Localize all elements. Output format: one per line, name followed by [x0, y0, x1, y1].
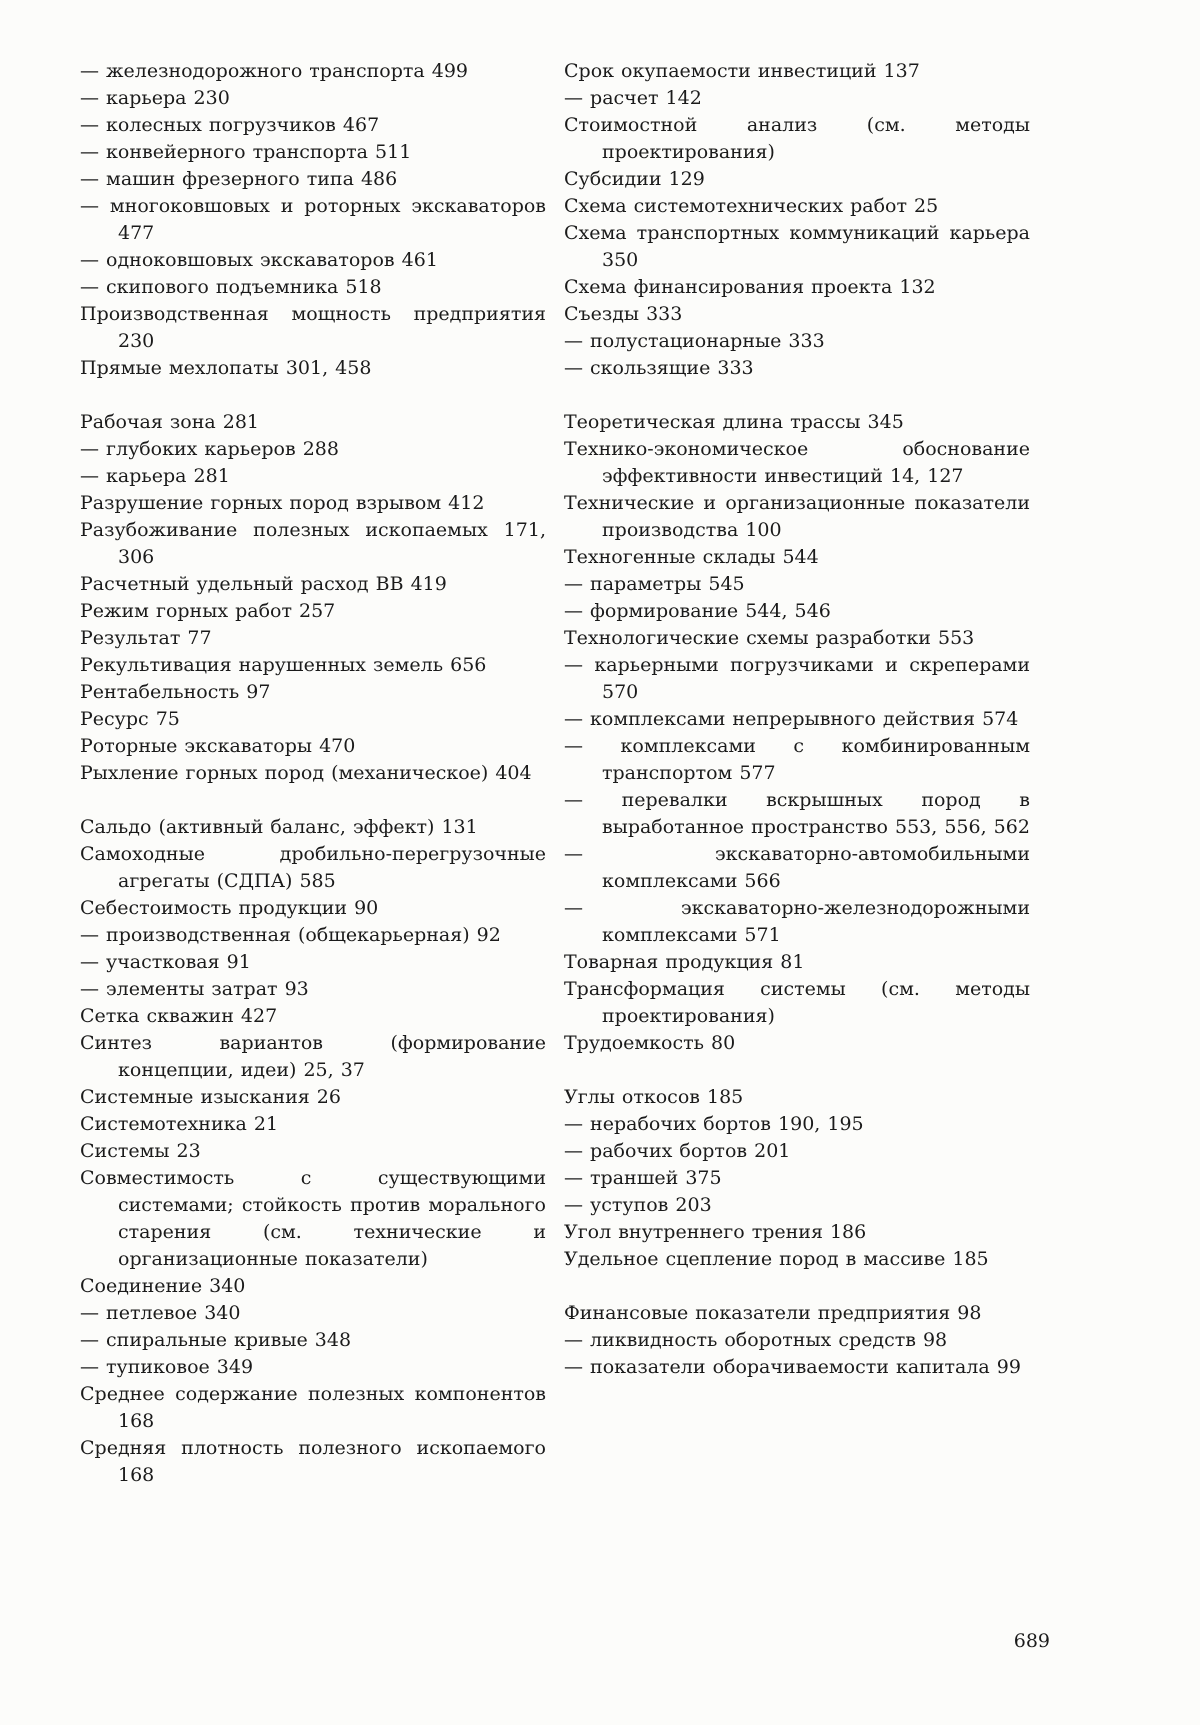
index-entry: Ресурс 75: [80, 708, 180, 730]
index-entry: — уступов 203: [564, 1194, 712, 1216]
index-entry: Роторные экскаваторы 470: [80, 735, 356, 757]
index-entry: — спиральные кривые 348: [80, 1329, 352, 1351]
index-entry: — производственная (общекарьерная) 92: [80, 924, 501, 946]
index-entry: — колесных погрузчиков 467: [80, 114, 380, 136]
index-entry: — нерабочих бортов 190, 195: [564, 1113, 864, 1135]
index-entry: Режим горных работ 257: [80, 600, 336, 622]
index-entry: Рекультивация нарушенных земель 656: [80, 654, 487, 676]
index-entry: Угол внутреннего трения 186: [564, 1221, 867, 1243]
index-group: [564, 1300, 1030, 1381]
index-entry: Техногенные склады 544: [564, 546, 819, 568]
index-entry: — комплексами непрерывного действия 574: [564, 708, 1019, 730]
index-entry: Производственная мощность предприятия 230: [80, 303, 546, 352]
index-entry: Финансовые показатели предприятия 98: [564, 1302, 982, 1324]
index-entry: Схема финансирования проекта 132: [564, 276, 936, 298]
index-entry: Технические и организационные показатели производства 100: [564, 492, 1030, 541]
index-entry: Расчетный удельный расход ВВ 419: [80, 573, 447, 595]
index-column-left: [80, 58, 546, 1516]
index-entry: Системотехника 21: [80, 1113, 279, 1135]
index-entry: — машин фрезерного типа 486: [80, 168, 398, 190]
index-entry: Прямые мехлопаты 301, 458: [80, 357, 372, 379]
index-group: [564, 1084, 1030, 1273]
index-entry: Технологические схемы разработки 553: [564, 627, 975, 649]
index-group: [80, 409, 546, 787]
index-entry: Соединение 340: [80, 1275, 246, 1297]
index-entry: Схема транспортных коммуникаций карьера 350: [564, 222, 1030, 271]
index-entry: Себестоимость продукции 90: [80, 897, 379, 919]
index-entry: Средняя плотность полезного ископаемого 168: [80, 1437, 546, 1486]
index-entry: — полустационарные 333: [564, 330, 825, 352]
index-entry: — комплексами с комбинированным транспортом 577: [564, 735, 1030, 784]
index-column-right: [564, 58, 1030, 1516]
index-entry: Удельное сцепление пород в массиве 185: [564, 1248, 989, 1270]
index-entry: — тупиковое 349: [80, 1356, 254, 1378]
index-entry: Технико-экономическое обоснование эффективности инвестиций 14, 127: [564, 438, 1030, 487]
index-entry: Системные изыскания 26: [80, 1086, 341, 1108]
index-group: [564, 409, 1030, 1057]
index-entry: — одноковшовых экскаваторов 461: [80, 249, 438, 271]
index-entry: — формирование 544, 546: [564, 600, 831, 622]
index-entry: — расчет 142: [564, 87, 702, 109]
index-entry: — ликвидность оборотных средств 98: [564, 1329, 948, 1351]
page-number: 689: [1013, 1630, 1050, 1652]
index-entry: — карьера 230: [80, 87, 230, 109]
index-entry: Сетка скважин 427: [80, 1005, 278, 1027]
index-entry: Разубоживание полезных ископаемых 171, 306: [80, 519, 546, 568]
index-entry: Субсидии 129: [564, 168, 705, 190]
index-entry: — траншей 375: [564, 1167, 722, 1189]
index-entry: Разрушение горных пород взрывом 412: [80, 492, 485, 514]
index-entry: Системы 23: [80, 1140, 201, 1162]
index-entry: — экскаваторно-железнодорожными комплексами 571: [564, 897, 1030, 946]
index-entry: — элементы затрат 93: [80, 978, 309, 1000]
index-entry: Сальдо (активный баланс, эффект) 131: [80, 816, 478, 838]
index-entry: Совместимость с существующими системами; стойкость против морального старения (см. технические и организационные показатели): [80, 1167, 546, 1270]
index-entry: Углы откосов 185: [564, 1086, 744, 1108]
index-entry: — перевалки вскрышных пород в выработанное пространство 553, 556, 562: [564, 789, 1030, 838]
index-group: [80, 58, 546, 382]
index-entry: Среднее содержание полезных компонентов 168: [80, 1383, 546, 1432]
index-entry: Съезды 333: [564, 303, 683, 325]
index-entry: Стоимостной анализ (см. методы проектирования): [564, 114, 1030, 163]
index-entry: — экскаваторно-автомобильными комплексами 566: [564, 843, 1030, 892]
index-entry: — петлевое 340: [80, 1302, 241, 1324]
index-entry: Теоретическая длина трассы 345: [564, 411, 904, 433]
index-entry: — участковая 91: [80, 951, 251, 973]
index-entry: — многоковшовых и роторных экскаваторов 477: [80, 195, 546, 244]
index-group: [80, 814, 546, 1489]
index-entry: Самоходные дробильно-перегрузочные агрегаты (СДПА) 585: [80, 843, 546, 892]
index-entry: Трудоемкость 80: [564, 1032, 736, 1054]
index-entry: Результат 77: [80, 627, 212, 649]
index-entry: — карьерными погрузчиками и скреперами 570: [564, 654, 1030, 703]
index-entry: Трансформация системы (см. методы проектирования): [564, 978, 1030, 1027]
index-entry: — конвейерного транспорта 511: [80, 141, 412, 163]
index-entry: Синтез вариантов (формирование концепции, идеи) 25, 37: [80, 1032, 546, 1081]
index-entry: — железнодорожного транспорта 499: [80, 60, 469, 82]
index-entry: — скользящие 333: [564, 357, 754, 379]
index-entry: — рабочих бортов 201: [564, 1140, 791, 1162]
index-entry: Рыхление горных пород (механическое) 404: [80, 762, 532, 784]
index-entry: — карьера 281: [80, 465, 230, 487]
index-entry: Схема системотехнических работ 25: [564, 195, 939, 217]
index-entry: — параметры 545: [564, 573, 745, 595]
index-entry: — показатели оборачиваемости капитала 99: [564, 1356, 1021, 1378]
index-entry: Рентабельность 97: [80, 681, 271, 703]
index-entry: — глубоких карьеров 288: [80, 438, 339, 460]
index-entry: Товарная продукция 81: [564, 951, 805, 973]
index-entry: — скипового подъемника 518: [80, 276, 382, 298]
index-entry: Срок окупаемости инвестиций 137: [564, 60, 920, 82]
index-group: [564, 58, 1030, 382]
index-entry: Рабочая зона 281: [80, 411, 260, 433]
